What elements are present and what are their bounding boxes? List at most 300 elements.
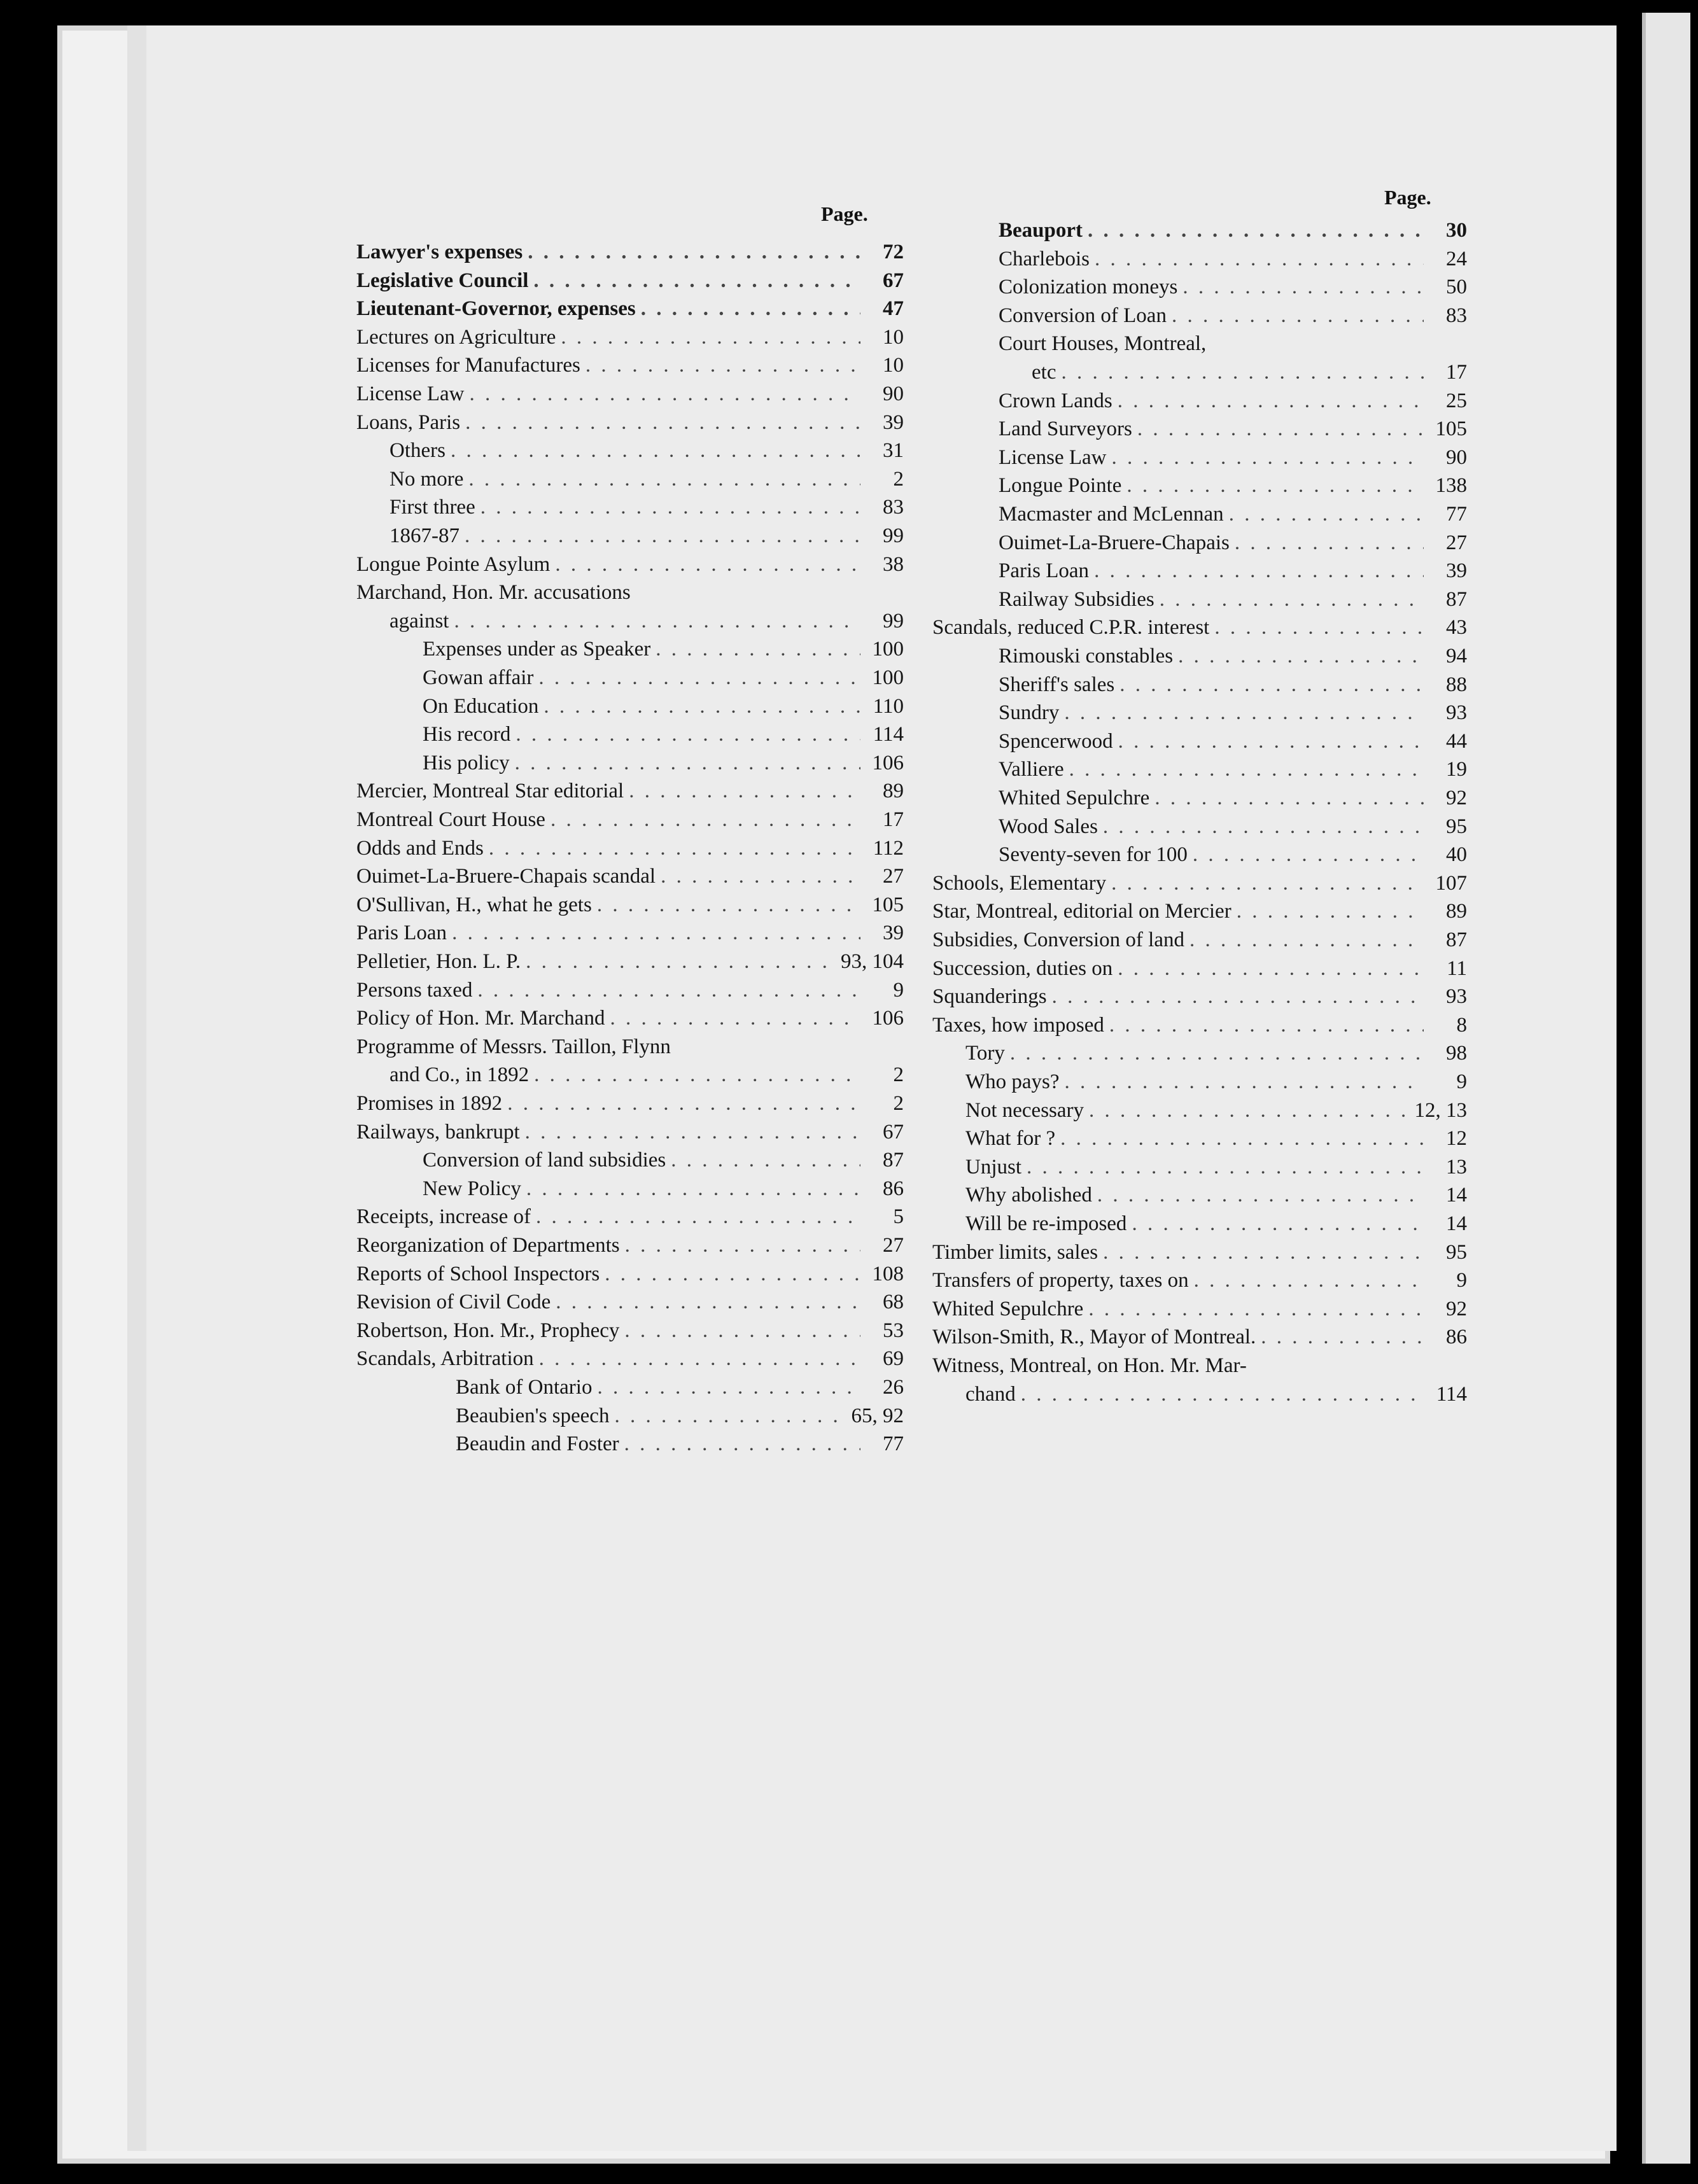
leader-dots [507,1092,860,1116]
entry-label: Paris Loan [356,921,447,945]
index-entry [932,1354,1467,1382]
entry-page-number: 114 [1436,1382,1467,1406]
leader-dots [470,382,861,406]
leader-dots [1119,673,1424,697]
entry-label: Gowan affair [423,666,534,689]
entry-page-number: 87 [1446,928,1467,951]
index-entry [356,921,904,949]
entry-page-number: 39 [883,410,904,434]
index-entry [356,865,904,893]
entry-page-number: 14 [1446,1212,1467,1235]
entry-page-number: 27 [1446,531,1467,554]
entry-label: Succession, duties on [932,956,1113,980]
index-entry [932,248,1467,276]
leader-dots [1172,304,1424,328]
leader-dots [515,752,860,775]
leader-dots [1118,730,1424,753]
index-entry [356,610,904,638]
entry-label: License Law [999,445,1107,469]
index-entry [932,701,1467,729]
entry-label: Who pays? [965,1070,1060,1093]
leader-dots [1132,1212,1424,1236]
index-entry [356,950,904,978]
entry-page-number: 9 [1456,1269,1467,1292]
entry-label: Expenses under as Speaker [423,638,651,661]
index-entry [356,1063,904,1091]
leader-dots [538,666,860,690]
leader-dots [1182,276,1424,299]
leader-dots [1061,361,1424,384]
entry-page-number: 2 [893,1063,904,1087]
index-entry [356,1149,904,1177]
index-entry [356,666,904,694]
index-entry [356,1035,904,1063]
index-entry [356,297,904,325]
index-entry [932,1241,1467,1269]
index-entry [932,531,1467,559]
leader-dots [489,837,860,860]
right-edge-strip [1622,0,1698,2184]
entry-page-number: 17 [883,808,904,831]
entry-page-number: 40 [1446,843,1467,867]
index-entry [932,389,1467,417]
index-entry [356,695,904,723]
entry-label: O'Sullivan, H., what he gets [356,893,592,916]
leader-dots [1118,957,1424,981]
entry-page-number: 68 [883,1291,904,1314]
entry-page-number: 87 [1446,587,1467,611]
leader-dots [1193,843,1424,867]
entry-label: Reports of School Inspectors [356,1262,600,1285]
leader-dots [625,1234,860,1257]
leader-dots [610,1007,860,1030]
entry-label: Legislative Council [356,269,529,292]
entry-page-number: 38 [883,552,904,576]
leader-dots [1126,474,1424,498]
entry-label: Crown Lands [999,389,1112,412]
index-entry [356,1404,904,1432]
entry-page-number: 19 [1446,758,1467,781]
index-entry [356,382,904,410]
entry-label: Whited Sepulchre [932,1297,1084,1320]
leader-dots [641,297,860,321]
entry-page-number: 9 [893,978,904,1002]
entry-page-number: 50 [1446,276,1467,299]
index-entry [356,1092,904,1120]
entry-label: Subsidies, Conversion of land [932,928,1184,951]
leader-dots [528,241,860,264]
entry-page-number: 67 [883,1120,904,1144]
entry-label: Land Surveyors [999,417,1132,441]
index-entry [356,1234,904,1262]
index-entry [932,985,1467,1013]
entry-page-number: 72 [883,241,904,263]
entry-label: Charlebois [999,247,1090,270]
entry-page-number: 30 [1446,219,1467,242]
entry-page-number: 112 [873,836,904,860]
entry-label: Sundry [999,701,1060,725]
entry-label: Unjust [965,1155,1022,1179]
leader-dots [1052,985,1424,1009]
leader-dots [481,496,860,519]
index-entry [932,1042,1467,1070]
entry-label: Witness, Montreal, on Hon. Mr. Mar- [932,1354,1247,1377]
index-entry [932,1070,1467,1098]
leader-dots [1094,559,1424,583]
entry-page-number: 11 [1447,956,1467,980]
leader-dots [1069,758,1424,781]
entry-label: Conversion of Loan [999,304,1167,327]
entry-page-number: 93 [1446,701,1467,725]
index-entry [356,241,904,269]
leader-dots [1112,446,1424,470]
entry-page-number: 89 [883,780,904,803]
index-entry [356,411,904,439]
index-entry [356,893,904,921]
entry-page-number: 107 [1435,871,1467,895]
index-entry [932,645,1467,673]
entry-page-number: 24 [1446,247,1467,270]
entry-page-number: 8 [1456,1013,1467,1037]
index-entry [356,837,904,865]
index-entry [932,957,1467,985]
entry-page-number: 31 [883,439,904,463]
leader-dots [526,950,836,974]
entry-page-number: 39 [1446,559,1467,583]
entry-page-number: 14 [1446,1184,1467,1207]
entry-label: New Policy [423,1177,521,1200]
entry-label: Not necessary [965,1098,1084,1122]
entry-page-number: 12 [1446,1127,1467,1151]
leader-dots [624,1432,860,1456]
leader-dots [1088,219,1424,242]
entry-page-number: 94 [1446,645,1467,668]
leader-dots [1065,1070,1424,1094]
entry-label: etc [1032,361,1056,384]
index-entry [356,553,904,581]
entry-page-number: 77 [883,1432,904,1456]
index-entry [356,979,904,1007]
entry-page-number: 10 [883,354,904,377]
index-entry [932,332,1467,360]
leader-dots [597,1376,860,1399]
leader-dots [1229,503,1424,526]
leader-dots [671,1149,860,1172]
index-entry [932,417,1467,445]
leader-dots [586,354,860,377]
index-entry [356,1376,904,1404]
entry-page-number: 93, 104 [841,950,904,973]
entry-page-number: 106 [872,1007,904,1030]
entry-label: Taxes, how imposed [932,1013,1104,1037]
index-entry [356,1121,904,1149]
entry-page-number: 98 [1446,1042,1467,1065]
index-entry [356,1205,904,1233]
entry-page-number: 105 [872,893,904,916]
entry-label: Sheriff's sales [999,673,1115,696]
leader-dots [539,1347,860,1371]
entry-label: Odds and Ends [356,836,484,860]
entry-label: chand [965,1382,1016,1406]
index-entry [356,1319,904,1347]
index-entry [932,616,1467,644]
index-entry [356,468,904,496]
index-entry [932,787,1467,815]
index-entry [356,354,904,382]
index-entry [932,1127,1467,1155]
entry-label: Lectures on Agriculture [356,325,556,349]
leader-dots [661,865,860,888]
leader-dots [1178,645,1424,668]
entry-page-number: 90 [1446,445,1467,469]
entry-page-number: 27 [883,865,904,888]
leader-dots [1021,1383,1424,1406]
index-entry [932,304,1467,332]
index-entry [932,1099,1467,1127]
leader-dots [1089,1099,1409,1123]
index-entry [932,758,1467,786]
leader-dots [533,269,860,293]
entry-label: Transfers of property, taxes on [932,1269,1189,1292]
leader-dots [1235,531,1424,555]
index-entry [932,361,1467,389]
entry-page-number: 106 [872,751,904,774]
entry-page-number: 99 [883,524,904,547]
leader-dots [1109,1014,1424,1037]
entry-page-number: 100 [872,666,904,689]
entry-label: Longue Pointe [999,474,1122,498]
entry-label: Lieutenant-Governor, expenses [356,297,636,321]
entry-label: Ouimet-La-Bruere-Chapais scandal [356,865,656,888]
leader-dots [1103,815,1424,839]
entry-label: Squanderings [932,985,1047,1009]
index-entry [932,872,1467,900]
entry-label: Valliere [999,758,1064,781]
entry-label: No more [389,467,464,491]
index-entry [356,780,904,808]
entry-page-number: 2 [893,1092,904,1115]
leader-dots [526,1177,860,1201]
index-entry [932,503,1467,531]
entry-label: His record [423,723,511,746]
entry-page-number: 92 [1446,787,1467,809]
index-entry [932,900,1467,928]
index-entry [932,1326,1467,1354]
index-entry [932,1156,1467,1184]
entry-label: Colonization moneys [999,276,1178,299]
index-entry [932,1184,1467,1212]
index-entry [356,638,904,666]
entry-page-number: 90 [883,382,904,405]
entry-page-number: 83 [883,496,904,519]
leader-dots [1010,1042,1424,1065]
entry-page-number: 26 [883,1376,904,1399]
entry-page-number: 92 [1446,1297,1467,1320]
entry-page-number: 53 [883,1319,904,1342]
entry-label: Robertson, Hon. Mr., Prophecy [356,1319,620,1342]
entry-label: Reorganization of Departments [356,1234,620,1257]
index-entry [932,474,1467,502]
leader-dots [629,780,860,803]
entry-page-number: 67 [883,269,904,292]
entry-label: Will be re-imposed [965,1212,1127,1235]
entry-label: Others [389,439,446,463]
entry-label: Policy of Hon. Mr. Marchand [356,1007,605,1030]
leader-dots [544,695,860,718]
leader-dots [597,893,860,917]
leader-dots [551,808,860,832]
entry-page-number: 65, 92 [851,1404,904,1427]
index-entry [932,730,1467,758]
entry-label: On Education [423,694,539,718]
entry-label: License Law [356,382,465,405]
leader-dots [1060,1127,1424,1151]
entry-page-number: 87 [883,1149,904,1172]
entry-label: Wood Sales [999,815,1098,838]
entry-page-number: 100 [872,638,904,661]
entry-label: Bank of Ontario [456,1376,593,1399]
entry-page-number: 10 [883,325,904,349]
entry-label: Why abolished [965,1184,1092,1207]
leader-dots [1194,1269,1424,1292]
entry-label: Loans, Paris [356,410,461,434]
entry-label: Ouimet-La-Bruere-Chapais [999,531,1230,554]
leader-dots [1088,1298,1424,1321]
leader-dots [624,1319,860,1343]
entry-label: Marchand, Hon. Mr. accusations [356,581,631,605]
index-entry [356,524,904,552]
entry-label: Pelletier, Hon. L. P. [356,950,521,973]
entry-label: Conversion of land subsidies [423,1149,666,1172]
entry-label: Tory [965,1042,1005,1065]
entry-label: Programme of Messrs. Taillon, Flynn [356,1035,671,1058]
leader-dots [1214,616,1424,640]
entry-label: Railways, bankrupt [356,1120,520,1144]
entry-label: Whited Sepulchre [999,787,1150,809]
index-entry [932,446,1467,474]
leader-dots [465,524,860,548]
leader-dots [465,411,860,435]
index-entry [356,1432,904,1460]
leader-dots [1137,417,1424,441]
entry-page-number: 9 [1456,1070,1467,1093]
entry-label: Court Houses, Montreal, [999,332,1207,356]
entry-label: Promises in 1892 [356,1092,503,1115]
index-entry [356,1177,904,1205]
leader-dots [1118,389,1424,413]
entry-label: Scandals, reduced C.P.R. interest [932,616,1210,640]
leader-dots [454,610,860,633]
leader-dots [555,553,860,577]
entry-label: Beaubien's speech [456,1404,610,1427]
leader-dots [516,723,860,746]
entry-label: Railway Subsidies [999,587,1154,611]
right-page-header: Page. [1384,186,1431,209]
leader-dots [1189,928,1424,952]
entry-label: Mercier, Montreal Star editorial [356,780,624,803]
entry-label: Persons taxed [356,978,473,1002]
entry-page-number: 99 [883,609,904,633]
entry-label: Receipts, increase of [356,1205,531,1229]
entry-page-number: 39 [883,921,904,945]
entry-label: Licenses for Manufactures [356,354,580,377]
entry-page-number: 17 [1446,361,1467,384]
entry-label: Rimouski constables [999,645,1174,668]
index-entry [356,1007,904,1035]
index-entry [932,219,1467,247]
entry-page-number: 95 [1446,815,1467,838]
entry-page-number: 105 [1435,417,1467,441]
index-entry [932,1014,1467,1042]
next-page-edge [1642,13,1690,2164]
index-entry [356,1291,904,1319]
index-entry [356,808,904,836]
entry-page-number: 13 [1446,1155,1467,1179]
entry-label: Scandals, Arbitration [356,1347,534,1371]
entry-label: Seventy-seven for 100 [999,843,1188,867]
index-entry [356,269,904,297]
index-entry [356,496,904,524]
entry-page-number: 77 [1446,503,1467,526]
entry-label: First three [389,496,475,519]
entry-label: and Co., in 1892 [389,1063,530,1087]
index-entry [356,439,904,467]
index-entry [356,1263,904,1291]
leader-dots [536,1205,860,1229]
entry-label: Revision of Civil Code [356,1291,551,1314]
index-entry [932,559,1467,587]
index-entry [356,581,904,609]
index-entry [356,752,904,780]
leader-dots [477,979,860,1002]
index-entry [356,1347,904,1375]
entry-label: Montreal Court House [356,808,545,831]
entry-label: Beauport [999,219,1083,242]
leader-dots [534,1063,860,1087]
leader-dots [1237,900,1424,923]
leader-dots [1154,787,1424,810]
leader-dots [1064,701,1424,725]
leader-dots [1027,1156,1424,1179]
entry-page-number: 86 [883,1177,904,1200]
index-entry [932,673,1467,701]
index-entry [932,815,1467,843]
leader-dots [525,1121,860,1144]
entry-page-number: 27 [883,1234,904,1257]
entry-label: Paris Loan [999,559,1090,583]
entry-page-number: 110 [873,694,904,718]
leader-dots [656,638,860,661]
entry-page-number: 47 [883,297,904,321]
entry-label: against [389,609,449,633]
entry-label: 1867-87 [389,524,460,547]
entry-page-number: 44 [1446,729,1467,753]
entry-page-number: 138 [1435,474,1467,498]
entry-label: Wilson-Smith, R., Mayor of Montreal. [932,1326,1256,1349]
index-entry [932,1298,1467,1326]
entry-label: His policy [423,751,510,774]
entry-label: Timber limits, sales [932,1240,1098,1264]
index-entry [356,326,904,354]
entry-label: Star, Montreal, editorial on Mercier [932,900,1231,923]
index-entry [356,723,904,751]
leader-dots [561,326,860,349]
index-entry [932,928,1467,956]
leader-dots [1095,248,1424,271]
entry-label: Schools, Elementary [932,871,1107,895]
leader-dots [468,468,860,491]
leader-dots [452,921,860,945]
